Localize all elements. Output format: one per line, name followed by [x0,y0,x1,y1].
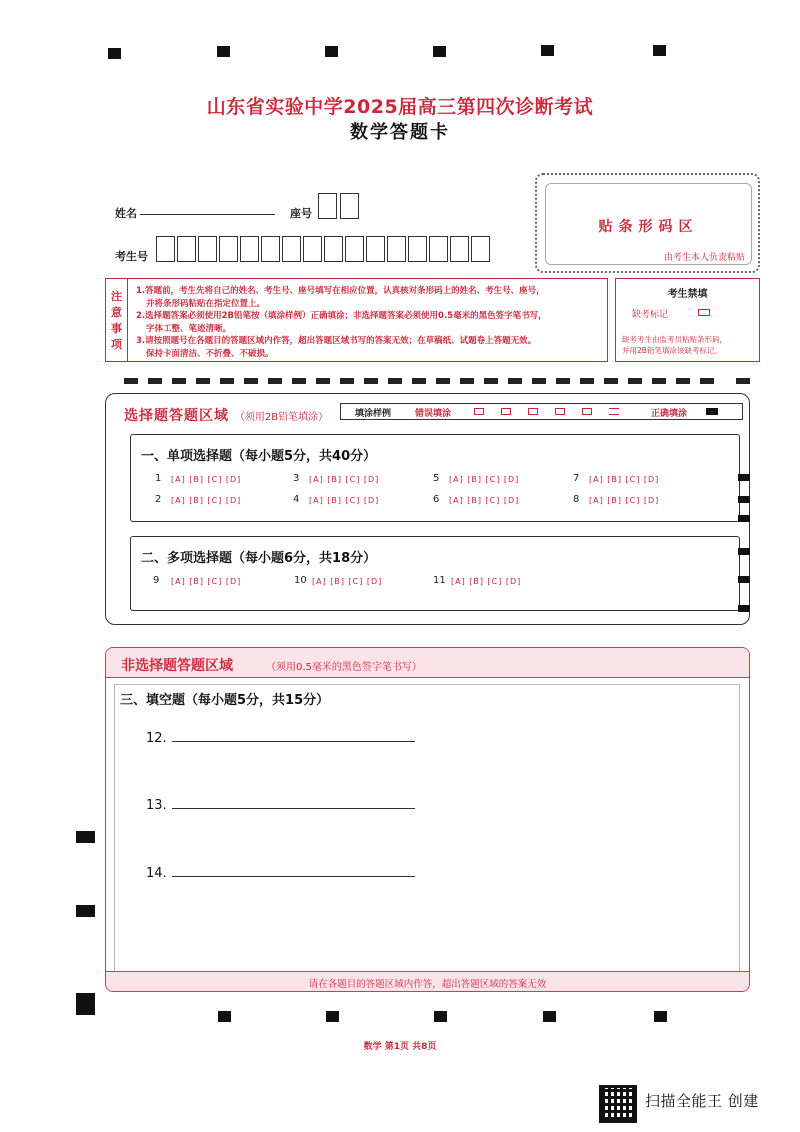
notice-char: 事 [111,321,122,335]
exam-id-box[interactable] [366,236,385,262]
notice-line: 2.选择题答案必须使用2B铅笔按（填涂样例）正确填涂；非选择题答案必须使用0.5毫米的黑色签字笔书写， [136,311,547,321]
dash [124,378,138,384]
exam-id-box[interactable] [450,236,469,262]
timing-mark [738,605,750,612]
dash [460,378,474,384]
seat-label: 座号 [290,207,312,220]
notice-line: 3.请按照题号在各题目的答题区域内作答，超出答题区域书写的答案无效；在草稿纸、试题卷上答题无效。 [136,336,537,346]
seat-box[interactable] [318,193,337,219]
wrong-fill-icon [609,408,619,415]
wrong-fill-icon [501,408,511,415]
exam-id-box[interactable] [324,236,343,262]
nonchoice-footer: 请在各题目的答题区域内作答，超出答题区域的答案无效 [106,971,749,991]
barcode-title: 贴条形码区 [598,219,699,235]
notice-text [136,285,606,360]
nonchoice-note: （须用0.5毫米的黑色签字笔书写） [266,662,422,673]
answer-options[interactable]: [A] [B] [C] [D] [171,475,242,484]
exam-id-box[interactable] [345,236,364,262]
dash [268,378,282,384]
notice-char: 项 [111,337,122,351]
exam-id-box[interactable] [261,236,280,262]
answer-options[interactable]: [A] [B] [C] [D] [589,496,660,505]
notice-line: 1.答题前，考生先将自己的姓名、考生号、座号填写在相应位置，认真核对条形码上的姓名、考生号、座号， [136,286,545,296]
question-number: 9 [153,575,160,586]
timing-mark [217,46,230,57]
nonchoice-body[interactable] [114,684,740,972]
notice-line: 保持卡面清洁、不折叠、不破损。 [146,348,274,359]
dash [652,378,666,384]
timing-mark [76,831,95,843]
absent-checkbox[interactable] [698,309,710,316]
answer-options[interactable]: [A] [B] [C] [D] [312,577,383,586]
blank-number: 13. [146,798,167,813]
question-number: 1 [155,473,162,484]
timing-mark [76,993,95,1015]
legend-right-label: 正确填涂 [651,409,688,419]
timing-mark [76,905,95,917]
exam-id-box[interactable] [198,236,217,262]
dash [412,378,426,384]
exam-title: 山东省实验中学2025届高三第四次诊断考试 [206,96,594,118]
question-number: 10 [294,575,307,586]
section-title: 一、单项选择题（每小题5分，共40分） [141,449,377,464]
answer-options[interactable]: [A] [B] [C] [D] [309,475,380,484]
notice-line: 字体工整、笔迹清晰。 [146,323,232,334]
nonchoice-title: 非选择题答题区域 [121,658,233,674]
qr-code-icon [599,1085,637,1123]
dash [604,378,618,384]
barcode-note: 由考生本人负责粘贴 [663,253,745,263]
exam-id-box[interactable] [240,236,259,262]
timing-mark [434,1011,447,1022]
dash [340,378,354,384]
blank-answer-line[interactable] [172,741,415,742]
name-label: 姓名 [115,207,137,220]
question-number: 11 [433,575,446,586]
blank-answer-line[interactable] [172,876,415,877]
seat-box[interactable] [340,193,359,219]
dash [436,378,450,384]
exam-id-box[interactable] [471,236,490,262]
notice-label [106,279,128,361]
multi-choice-section [130,536,740,611]
legend-wrong-label: 错误填涂 [415,409,452,419]
nonchoice-header [106,648,749,678]
blank-number: 14. [146,866,167,881]
absent-title: 考生禁填 [667,289,708,300]
notice-char: 注 [111,289,122,303]
timing-mark [654,1011,667,1022]
absent-note [622,334,762,356]
timing-mark [653,45,666,56]
answer-options[interactable]: [A] [B] [C] [D] [449,496,520,505]
section-title: 二、多项选择题（每小题6分，共18分） [141,551,377,566]
scanner-watermark: 扫描全能王 创建 [645,1092,759,1110]
correct-fill-icon [706,408,718,415]
card-subtitle: 数学答题卡 [350,122,450,143]
absent-note-line: 缺考考生由监考员粘贴条形码， [622,335,727,344]
dash [220,378,234,384]
dash [292,378,306,384]
dash [244,378,258,384]
dash [628,378,642,384]
timing-mark [108,48,121,59]
timing-mark [738,474,750,481]
timing-mark [325,46,338,57]
absent-box [615,278,760,362]
dash [700,378,714,384]
exam-id-box[interactable] [177,236,196,262]
choice-area-note: （须用2B铅笔填涂） [234,412,329,423]
dash [388,378,402,384]
wrong-fill-icon [474,408,484,415]
exam-id-label: 考生号 [115,250,148,263]
dash [148,378,162,384]
legend-sample-label: 填涂样例 [355,409,392,419]
page-info: 数学 第1页 共8页 [363,1042,437,1052]
barcode-area [535,173,760,273]
answer-options[interactable]: [A] [B] [C] [D] [449,475,520,484]
question-number: 2 [155,494,162,505]
answer-options[interactable]: [A] [B] [C] [D] [309,496,380,505]
answer-options[interactable]: [A] [B] [C] [D] [171,577,242,586]
absent-note-line: 并用2B铅笔填涂该缺考标记。 [622,346,722,355]
dash [364,378,378,384]
timing-mark [738,576,750,583]
timing-mark [433,46,446,57]
fill-legend [340,403,743,420]
wrong-fill-icon [528,408,538,415]
dash [556,378,570,384]
timing-mark [738,548,750,555]
timing-mark [738,515,750,522]
dash [196,378,210,384]
barcode-inner [545,183,752,265]
dash [676,378,690,384]
dash [532,378,546,384]
exam-id-box[interactable] [387,236,406,262]
dash [508,378,522,384]
notice-line: 并将条形码粘贴在指定位置上。 [146,298,266,309]
absent-mark-label: 缺考标记 [632,310,669,320]
exam-id-box[interactable] [429,236,448,262]
answer-options[interactable]: [A] [B] [C] [D] [451,577,522,586]
answer-options[interactable]: [A] [B] [C] [D] [589,475,660,484]
question-number: 5 [433,473,440,484]
wrong-fill-icon [555,408,565,415]
timing-mark [541,45,554,56]
timing-mark [218,1011,231,1022]
timing-mark [738,496,750,503]
dash [580,378,594,384]
answer-options[interactable]: [A] [B] [C] [D] [171,496,242,505]
timing-mark [326,1011,339,1022]
exam-id-box[interactable] [282,236,301,262]
wrong-fill-icon [582,408,592,415]
exam-id-box[interactable] [303,236,322,262]
exam-id-box[interactable] [219,236,238,262]
exam-id-box[interactable] [408,236,427,262]
exam-id-box[interactable] [156,236,175,262]
question-number: 3 [293,473,300,484]
timing-mark [543,1011,556,1022]
notice-char: 意 [111,305,122,319]
name-field[interactable] [140,214,275,215]
dash [484,378,498,384]
choice-area-title-text: 选择题答题区域 [124,408,229,424]
question-number: 4 [293,494,300,505]
dash [316,378,330,384]
question-number: 8 [573,494,580,505]
choice-area-title [124,405,328,425]
question-number: 7 [573,473,580,484]
blank-number: 12. [146,731,167,746]
dash [172,378,186,384]
blank-answer-line[interactable] [172,808,415,809]
question-number: 6 [433,494,440,505]
dash [736,378,750,384]
notice-box [105,278,608,362]
fill-blank-section-title: 三、填空题（每小题5分，共15分） [120,693,330,708]
